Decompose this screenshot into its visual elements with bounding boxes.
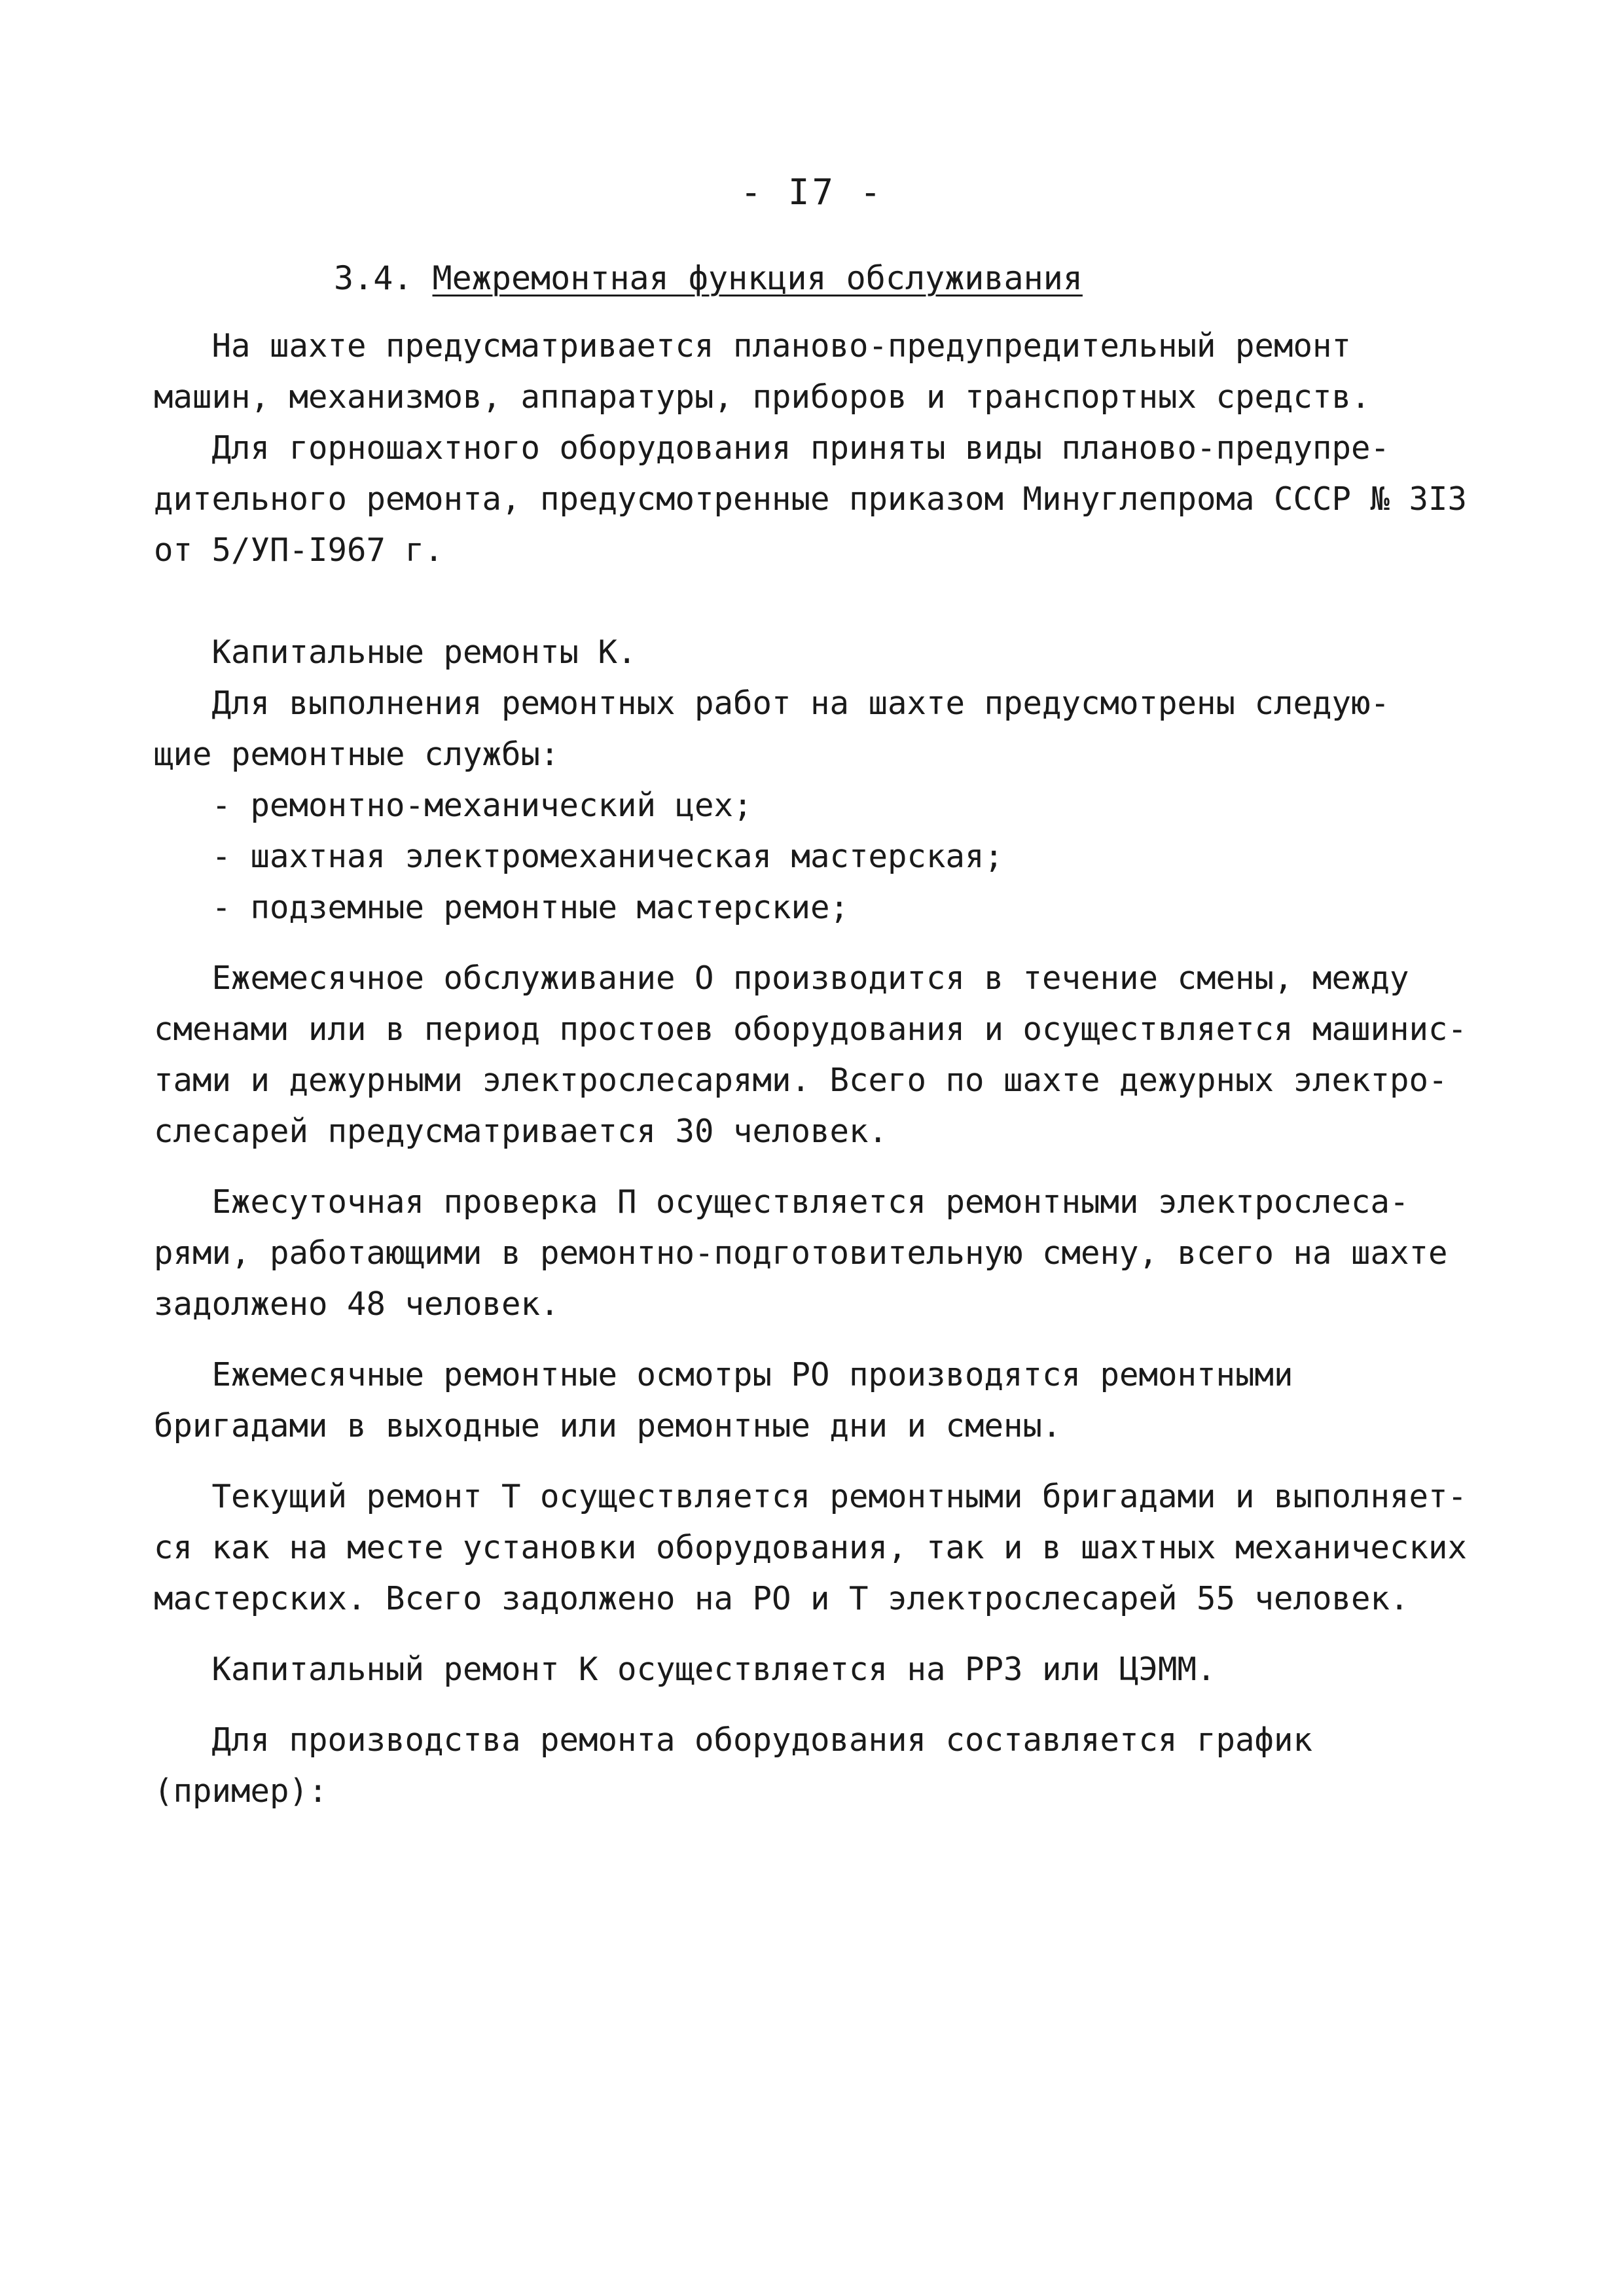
document-body xyxy=(154,321,1528,1817)
paragraph-line: сменами или в период простоев оборудования и осуществляется машинис- xyxy=(154,1011,1468,1048)
paragraph-line: задолжено 48 человек. xyxy=(154,1285,560,1323)
section-heading xyxy=(334,259,1083,297)
section-number: 3.4. xyxy=(334,259,413,297)
paragraph-line: бригадами в выходные или ремонтные дни и смены. xyxy=(154,1407,1062,1444)
list-item: - ремонтно-механический цех; xyxy=(154,787,753,824)
paragraph-line: дительного ремонта, предусмотренные приказом Минуглепрома СССР № 3I3 xyxy=(154,480,1468,518)
paragraph-line: На шахте предусматривается планово-предупредительный ремонт xyxy=(154,327,1352,365)
paragraph-line: слесарей предусматривается 30 человек. xyxy=(154,1113,888,1150)
paragraph-line: Ежемесячное обслуживание О производится в течение смены, между xyxy=(154,960,1409,997)
list-item: - подземные ремонтные мастерские; xyxy=(154,889,850,926)
paragraph-line: Ежесуточная проверка П осуществляется ремонтными электрослеса- xyxy=(154,1183,1409,1221)
paragraph-line: рями, работающими в ремонтно-подготовительную смену, всего на шахте xyxy=(154,1234,1448,1272)
paragraph-line: Капитальные ремонты К. xyxy=(154,634,637,671)
paragraph-line: (пример): xyxy=(154,1772,328,1810)
paragraph-line: Капитальный ремонт К осуществляется на РРЗ или ЦЭММ. xyxy=(154,1651,1216,1688)
paragraph-line: машин, механизмов, аппаратуры, приборов и транспортных средств. xyxy=(154,378,1371,416)
paragraph-line: тами и дежурными электрослесарями. Всего по шахте дежурных электро- xyxy=(154,1062,1448,1099)
paragraph-line: Ежемесячные ремонтные осмотры РО производятся ремонтными xyxy=(154,1356,1293,1393)
page-number: - I7 - xyxy=(740,171,884,213)
list-item: - шахтная электромеханическая мастерская; xyxy=(154,838,1004,875)
paragraph-line: Для горношахтного оборудования приняты виды планово-предупре- xyxy=(154,429,1390,467)
paragraph-line: щие ремонтные службы: xyxy=(154,736,560,773)
paragraph-line: Для производства ремонта оборудования составляется график xyxy=(154,1721,1313,1759)
paragraph-line: Для выполнения ремонтных работ на шахте предусмотрены следую- xyxy=(154,685,1390,722)
section-title: Межремонтная функция обслуживания xyxy=(432,259,1083,297)
paragraph-line: от 5/УП-I967 г. xyxy=(154,531,444,569)
paragraph-line: Текущий ремонт Т осуществляется ремонтными бригадами и выполняет- xyxy=(154,1478,1468,1515)
paragraph-line: ся как на месте установки оборудования, так и в шахтных механических xyxy=(154,1529,1468,1566)
paragraph-line: мастерских. Всего задолжено на РО и Т электрослесарей 55 человек. xyxy=(154,1580,1409,1617)
